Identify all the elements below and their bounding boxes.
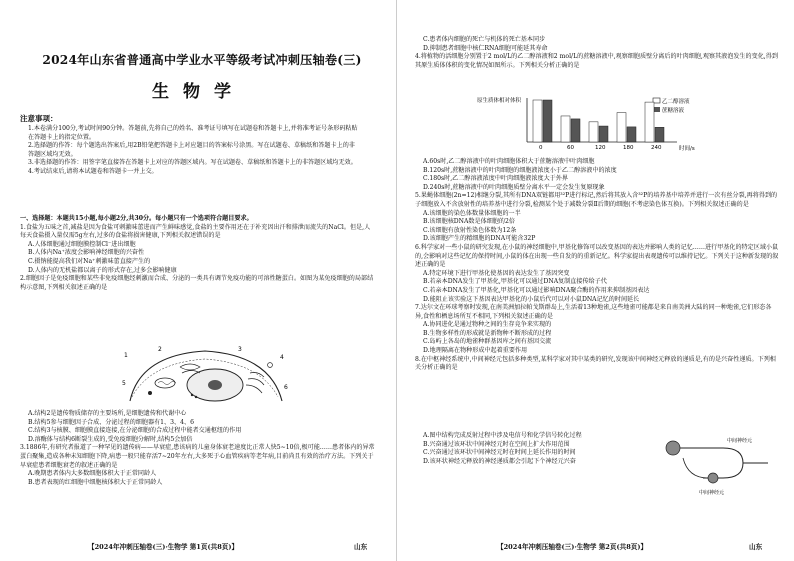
q5-stem: 5.果蝇体细胞(2n=12)相继分裂,其所有DNA双链都用³²P进行标记,然后将其放入含³²P的培养基中培养并进行一次有丝分裂,再将得到的子细胞放入不含放射性的培养基中进行分裂,检测某个处于减数分裂Ⅱ后期的细胞(不考虑染色体互换)。下列相关叙述正确的是 [415,192,778,208]
q8-option: D.该环状神经元释放的神经递质都会引起下个神经元兴奋 [423,457,576,465]
q3-option: B.患者表现的红细胞中细胞核体积大于正常同龄人 [28,478,163,486]
q8-option: B.兴奋通过该环状中间神经元时在空间上扩大作用范围 [423,440,570,448]
chart-ticks [539,145,662,151]
notice-item: 2.选择题的作答：每个题选出答案后,用2B铅笔把答题卡上对应题目的答案标号涂黑。写在试题卷、草稿纸和答题卡上的非答题区域均无效。 [28,142,355,158]
q7-option: A.协同进化是通过物种之间的生存竞争来实现的 [423,321,552,329]
bar-sucrose-60 [571,119,580,142]
notice-list [28,125,360,177]
question-block-right-1 [415,36,779,70]
notice-item: 4.考试结束后,请将本试题卷和答题卡一并上交。 [28,167,158,175]
q1-option: D.人体内的无机盐都以离子的形式存在,过多会影响健康 [28,266,177,274]
bar-ethylene-glycol-180 [617,113,626,142]
bar-ethylene-glycol-0 [533,100,542,142]
x-tick-label: 180 [623,145,634,151]
q2-option: D.溶酶体与结构6断裂生成的,受免疫细胞分解时,结构5会加倍 [28,435,193,443]
golgi-apparatus [246,373,264,394]
q1-option: A.人体细胞通过细胞膜控制Cl⁻进出细胞 [28,240,136,248]
bar-sucrose-120 [599,126,608,142]
figure-label: 6 [284,384,288,391]
question-block-left-2 [20,410,376,487]
bar-sucrose-180 [627,127,636,142]
bar-sucrose-240 [655,127,664,142]
footer-region: 山东 [354,543,368,551]
bar-sucrose-0 [543,100,552,142]
q4-option: B.120s时,蔗糖溶液中的叶肉细胞的细胞液浓度小于乙二醇溶液中的浓度 [423,166,617,174]
q3-option: A.晚期患者体内大多数细胞体积大于正常同龄人 [28,470,157,478]
neuron-cell-body [666,441,680,455]
notice-heading: 注意事项： [20,114,58,123]
x-tick-label: 120 [595,145,606,151]
x-tick-label: 240 [651,145,662,151]
mitochondrion-cristae [158,382,176,385]
footer-region: 山东 [749,543,763,551]
q5-option: C.该细胞有放射性染色体数为12条 [423,226,517,234]
ribosome [191,394,193,396]
q6-option: A.特定环境下进行甲基化使基因的表达发生了基因突变 [423,269,570,277]
legend-label-1: 乙二醇溶液 [662,99,690,105]
q2-stem: 2.细胞因子是免疫细胞和某些非免疫细胞经刺激而合成、分泌的一类具有调节免疫功能的可溶性糖蛋白。如图为某免疫细胞的局部结构示意图,下列相关叙述正确的是 [20,275,374,291]
q2-option: B.结构5参与细胞因子合成、分泌过程的细胞器有1、3、4、6 [28,418,194,426]
chart-xlabel: 时间/s [679,146,695,152]
q6-stem: 6.科学家对一些小鼠的研究发现,在小鼠的神经细胞中,甲基化修饰可以改变基因的表达并影响人类的记忆……进行甲基化的特定区域小鼠的,会影响对这些记忆的保持时间,小鼠的体在出现一些自发的的重新记忆。科学家提出表观遗传可以维持记忆。下列关于这种新发现的叙述正确的是 [415,243,779,269]
figure-label: 4 [280,354,284,361]
q7-option: D.地理隔离在物种形成中起着重要作用 [423,347,528,355]
q6-option: B.若亲本DNA发生了甲基化,甲基化可以通过DNA复制直接传给子代 [423,278,607,286]
neuron-circuit-figure [653,428,773,498]
ribosome [195,396,197,398]
q2-option: C.结构3与核膜、细胞膜直接连接,在分泌细胞的合成过程中能者交通枢纽的作用 [28,427,242,435]
exam-title: 2024年山东省普通高中学业水平等级考试冲刺压轴卷(三) [42,53,362,67]
q8-option: A.图中结构完成反射过程中涉及电信号和化学信号转化过程 [423,432,582,439]
q3-option: D.抑制患者细胞中核仁RNA细胞可能延其寿命 [423,44,548,52]
question-block-left [20,215,376,292]
legend-label-2: 蔗糖溶液 [662,108,685,114]
figure-label: 2 [158,346,162,353]
notice-item: 3.非选择题的作答：用签字笔直接答在答题卡上对应的答题区域内。写在试题卷、草稿纸和答题卡上的非答题区域均无效。 [28,159,357,167]
q8-stem: 8.在中枢神经系统中,中间神经元包括多种类型,某科学家对其中某类的研究,发现该中间神经元释放的递质是,有的是兴奋性递质。下列相关分析正确的是 [415,355,776,372]
q5-option: B.该细胞核DNA数是体细胞的2倍 [423,218,515,226]
fig-label: 中间神经元 [699,490,725,496]
q7-stem: 7.达尔文在环球考察时发现,在南美洲加拉帕戈斯群岛上,生活着13种地雀,这些地雀可能都是来自南美洲大陆的同一种地雀,它们形态各异,食性和栖息场所互不相同,下列相关叙述正确的是 [415,304,772,320]
fig-label: 中间神经元 [727,438,753,444]
bar-ethylene-glycol-120 [589,122,598,142]
question-block-right-2 [415,158,779,373]
q2-option: A.结构2是遗传物质储存的主要场所,是细胞遗传和代谢中心 [28,410,187,417]
q7-option: C.岛屿上各岛的地雀种群基因库之间有基因交流 [423,338,552,346]
q4-stem: 4.将植物的活细胞分别置于2 mol/L的乙二醇溶液和2 mol/L的蔗糖溶液中,观察细胞质壁分离后的叶肉细胞,观察其液泡发生的变化,得到其原生质体体积的变化情况如图所示。下列相关分析正确的是 [415,53,778,69]
q3-option: C.患者体内细胞的死亡与机体的死亡基本同步 [423,36,546,43]
q4-option: A.60s时,乙二醇溶液中的叶肉细胞体积大于蔗糖溶液中叶肉细胞 [423,158,595,165]
chart-ylabel: 原生质体相对体积 [477,98,522,104]
q6-option: D.能阻止该实验这下基因表达甲基化的小鼠后代可以对小鼠DNA记忆的时间延长 [423,295,640,303]
q4-option: C.180s时,乙二醇溶液浓度中叶肉细胞液浓度大于外界 [423,175,568,183]
q8-option: C.兴奋通过该环状中间神经元时在时间上延长作用的时间 [423,449,576,457]
q6-option: C.若亲本DNA发生了甲基化,甲基化可以通过影响DNA聚合酶的作用来抑制基因表达 [423,286,650,294]
vesicle [148,391,152,395]
endoplasmic-reticulum [180,364,200,373]
q3-stem: 3.1886年,有研究者报道了一种罕见的遗传病——早衰症,患该病的儿童身体衰老速度比正常人快5~10倍,极可能……患者体内的异常蛋白聚集,造成各种未知细胞下降,病患一般只能存活7~20年左右,大多死于心血管疾病等老年病,目前尚且有效的治疗方法。下列关于早衰症患者细胞衰老的叙述正确的是 [20,444,375,469]
bar-ethylene-glycol-60 [561,116,570,142]
question-block-right-3 [415,432,647,466]
figure-label: 5 [122,380,126,387]
bar-ethylene-glycol-240 [645,102,654,142]
feedback-loop [683,458,708,478]
section-heading: 一、选择题：本题共15小题,每小题2分,共30分。每小题只有一个选项符合题目要求。 [20,215,253,222]
page-footer: 【2024年冲刺压轴卷(三)·生物学 第2页(共8页)】 [497,543,648,551]
notice-item: 1.本卷满分100分,考试时间90分钟。答题前,先将自己的姓名、准考证号填写在试题卷和答题卡上,并将准考证号条形码粘贴在答题卡上的指定位置。 [28,125,358,141]
figure-label: 1 [124,352,128,359]
right-page [397,0,794,561]
q4-option: D.240s时,蔗糖溶液中的叶肉细胞质壁分离水平一定会发生复原现象 [423,183,605,191]
x-tick-label: 60 [567,145,574,151]
q1-option: C.摄钠能提高我们对Na⁺刺激味蕾直接产生的 [28,257,151,265]
page-footer: 【2024年冲刺压轴卷(三)·生物学 第1页(共8页)】 [88,543,239,551]
interneuron-body [708,473,718,483]
q1-option: B.人体内Na⁺浓度会影响神经细胞的兴奋性 [28,249,145,257]
vesicle [268,363,273,368]
figure-label: 3 [238,346,242,353]
subject-title: 生物学 [152,82,245,102]
nucleolus [208,380,222,390]
q5-option: D.该细胞产生的精细胞的DNA可能含32P [423,235,536,243]
chart-bars [533,100,664,142]
x-tick-label: 0 [539,145,543,151]
q4-bar-chart [477,92,707,152]
q7-option: B.生物多样性的形成就是新物种不断形成的过程 [423,329,552,337]
cell-structure-figure [120,345,290,407]
q5-option: A.该细胞的染色体数量体细胞的一半 [423,209,521,217]
q1-stem: 1.食盐为五味之首,减盐是因为食盐可刺激味蕾进而产生鲜味感觉,食盐的主要作用还在于补充因出汗和排泄而流失的NaCl。但是,人每天食盐摄入量仅需5g左右,过多的食盐将损害健康,下列相关叙述错误的是 [20,223,371,240]
